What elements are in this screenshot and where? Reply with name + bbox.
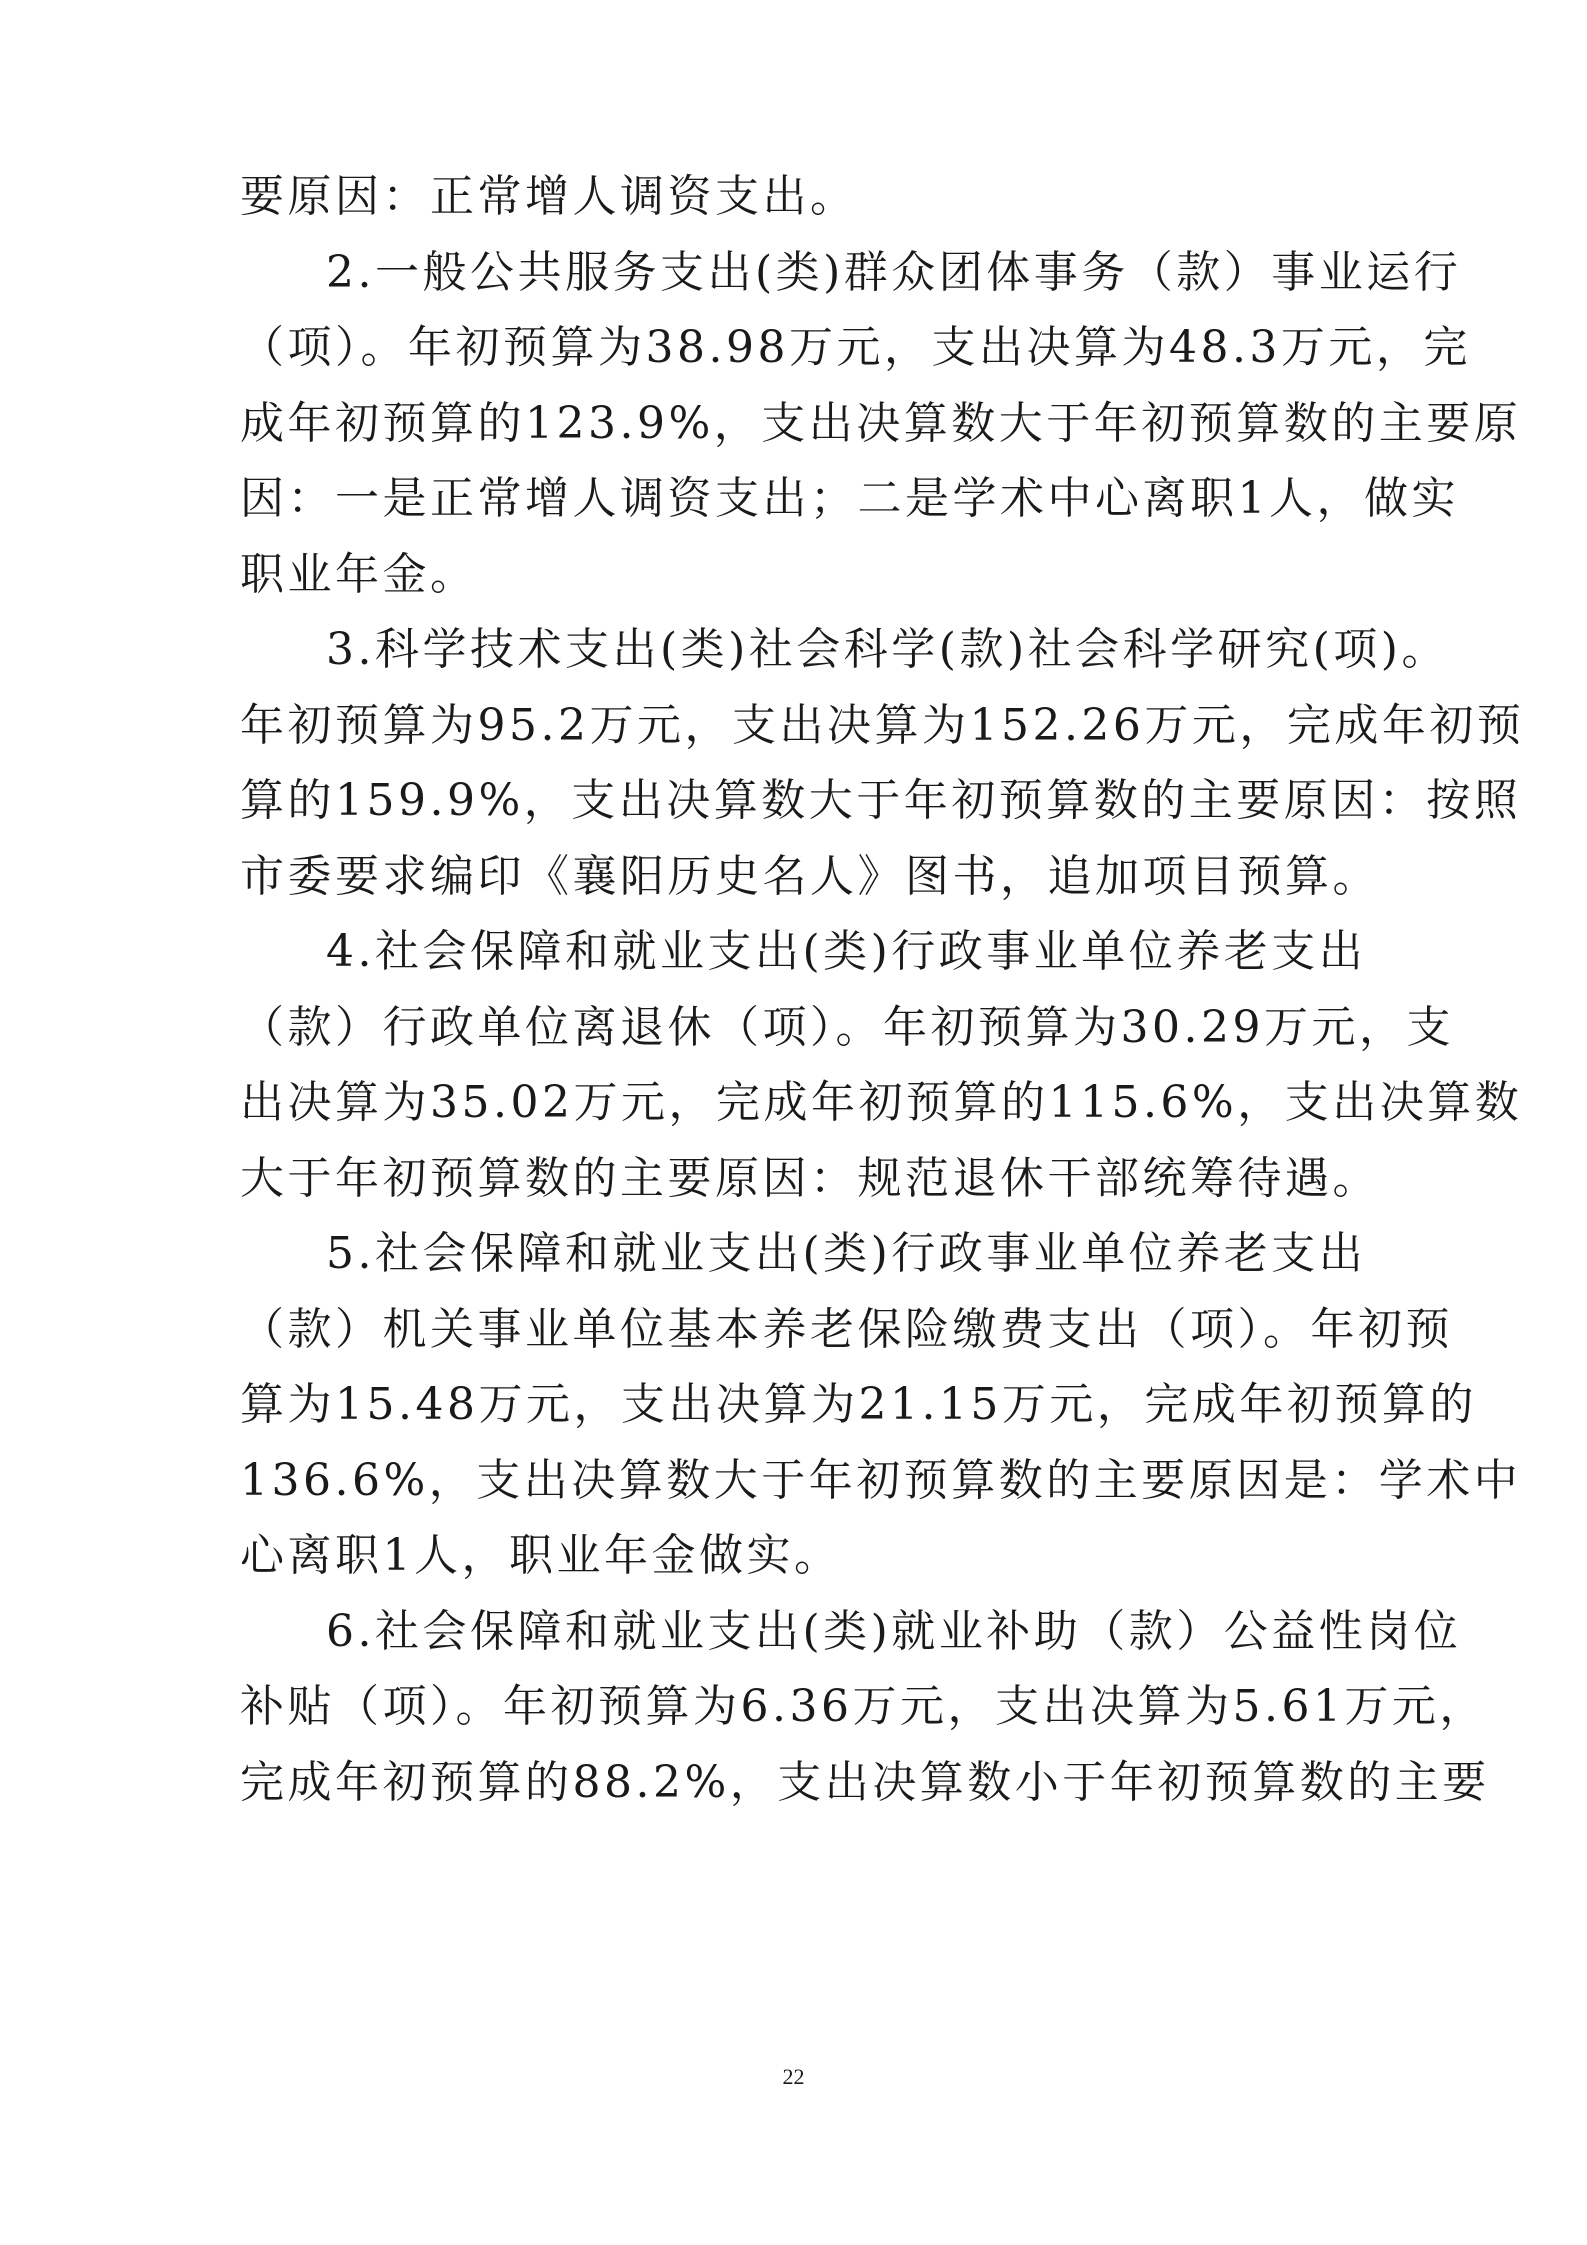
text-line: 2.一般公共服务支出(类)群众团体事务（款）事业运行 (326, 247, 1462, 298)
text-line: 补贴（项）。年初预算为6.36万元，支出决算为5.61万元， (240, 1681, 1487, 1732)
text-line: 算为15.48万元，支出决算为21.15万元，完成年初预算的 (240, 1379, 1477, 1430)
text-line: 算的159.9%，支出决算数大于年初预算数的主要原因：按照 (240, 775, 1522, 826)
text-line: 4.社会保障和就业支出(类)行政事业单位养老支出 (326, 926, 1367, 977)
text-line: 职业年金。 (240, 549, 478, 600)
text-line: 心离职1人，职业年金做实。 (240, 1530, 842, 1581)
text-line: 大于年初预算数的主要原因：规范退休干部统筹待遇。 (240, 1153, 1380, 1204)
page-number: 22 (782, 2064, 805, 2089)
text-line: 5.社会保障和就业支出(类)行政事业单位养老支出 (326, 1228, 1367, 1279)
text-line: （款）行政单位离退休（项）。年初预算为30.29万元，支 (240, 1002, 1454, 1053)
text-line: （款）机关事业单位基本养老保险缴费支出（项）。年初预 (240, 1304, 1453, 1355)
text-line: 市委要求编印《襄阳历史名人》图书，追加项目预算。 (240, 851, 1380, 902)
text-line: 完成年初预算的88.2%，支出决算数小于年初预算数的主要 (240, 1757, 1490, 1808)
text-line: 年初预算为95.2万元，支出决算为152.26万元，完成年初预 (240, 700, 1525, 751)
text-line: 要原因：正常增人调资支出。 (240, 171, 858, 222)
text-line: 3.科学技术支出(类)社会科学(款)社会科学研究(项)。 (326, 624, 1449, 675)
text-line: （项）。年初预算为38.98万元，支出决算为48.3万元，完 (240, 322, 1471, 373)
text-line: 成年初预算的123.9%，支出决算数大于年初预算数的主要原 (240, 398, 1522, 449)
text-line: 因：一是正常增人调资支出；二是学术中心离职1人，做实 (240, 473, 1459, 524)
text-line: 136.6%，支出决算数大于年初预算数的主要原因是：学术中 (240, 1455, 1522, 1506)
text-line: 6.社会保障和就业支出(类)就业补助（款）公益性岗位 (326, 1606, 1462, 1657)
text-line: 出决算为35.02万元，完成年初预算的115.6%，支出决算数 (240, 1077, 1523, 1128)
